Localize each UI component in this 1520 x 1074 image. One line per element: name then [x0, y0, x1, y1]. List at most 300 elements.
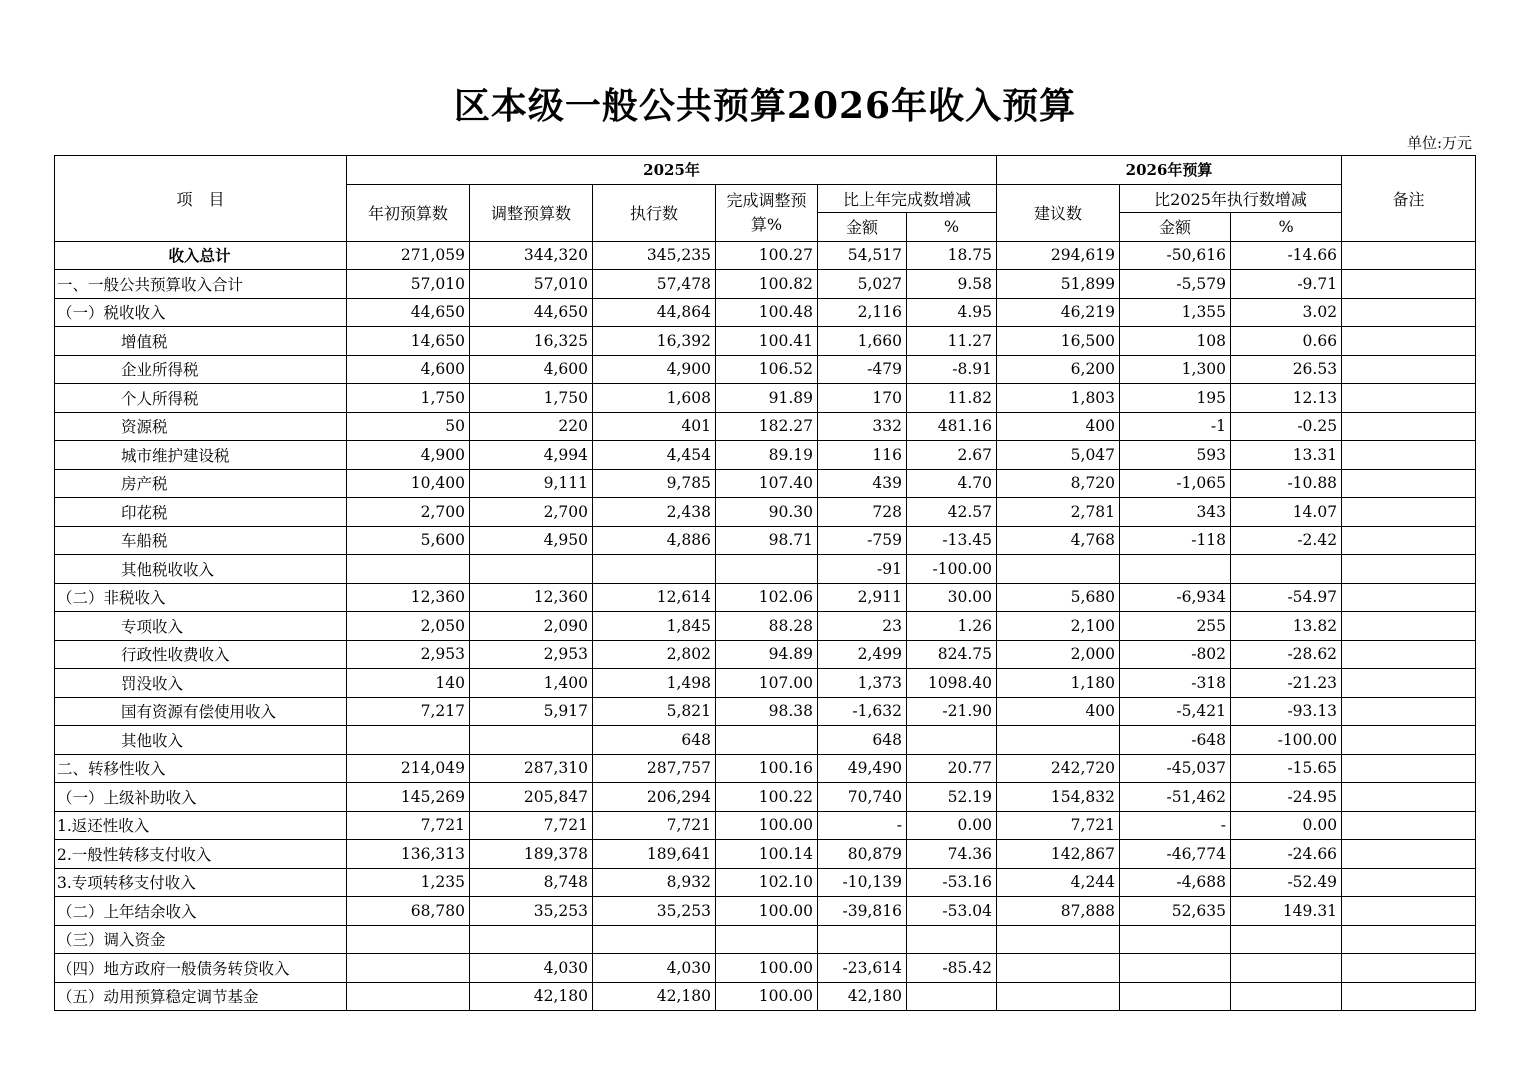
unit-label: 单位:万元 [1406, 134, 1472, 152]
cell-completion-pct: 91.89 [716, 384, 818, 413]
cell-initial-budget [347, 555, 470, 584]
cell-proposed-2026: 4,768 [997, 526, 1120, 555]
cell-executed: 1,845 [593, 612, 716, 641]
cell-remarks [1342, 298, 1476, 327]
cell-change-2026-pct [1231, 954, 1342, 983]
table-row [55, 298, 1476, 327]
cell-remarks [1342, 612, 1476, 641]
cell-change-2026-amount: 593 [1120, 441, 1231, 470]
header-year-2026: 2026年预算 [997, 156, 1342, 185]
cell-change-2026-pct: -52.49 [1231, 868, 1342, 897]
cell-change-amount: 70,740 [818, 783, 907, 812]
table-row [55, 669, 1476, 698]
cell-executed: 4,030 [593, 954, 716, 983]
row-label: 罚没收入 [55, 669, 347, 698]
table-row [55, 498, 1476, 527]
cell-change-pct: 30.00 [907, 583, 997, 612]
cell-proposed-2026: 5,680 [997, 583, 1120, 612]
cell-remarks [1342, 555, 1476, 584]
cell-remarks [1342, 925, 1476, 954]
cell-proposed-2026: 294,619 [997, 241, 1120, 270]
header-year-2025: 2025年 [347, 156, 997, 185]
cell-adjusted-budget: 4,994 [470, 441, 593, 470]
cell-proposed-2026: 154,832 [997, 783, 1120, 812]
cell-proposed-2026: 16,500 [997, 327, 1120, 356]
table-row [55, 954, 1476, 983]
cell-executed: 5,821 [593, 697, 716, 726]
cell-change-amount: 54,517 [818, 241, 907, 270]
cell-change-pct: 2.67 [907, 441, 997, 470]
cell-completion-pct: 98.38 [716, 697, 818, 726]
cell-remarks [1342, 412, 1476, 441]
cell-executed: 8,932 [593, 868, 716, 897]
cell-adjusted-budget: 189,378 [470, 840, 593, 869]
cell-change-pct: -85.42 [907, 954, 997, 983]
cell-completion-pct: 102.06 [716, 583, 818, 612]
table-header [55, 156, 1476, 242]
cell-proposed-2026: 142,867 [997, 840, 1120, 869]
cell-initial-budget: 1,235 [347, 868, 470, 897]
cell-change-2026-amount: -5,421 [1120, 697, 1231, 726]
cell-change-pct: 11.82 [907, 384, 997, 413]
row-label: 企业所得税 [55, 355, 347, 384]
header-vs-last-year: 比上年完成数增减 [818, 184, 997, 213]
cell-initial-budget: 44,650 [347, 298, 470, 327]
cell-executed: 4,454 [593, 441, 716, 470]
cell-change-amount: -1,632 [818, 697, 907, 726]
cell-adjusted-budget: 9,111 [470, 469, 593, 498]
cell-remarks [1342, 754, 1476, 783]
budget-table [54, 155, 1476, 1011]
cell-executed: 2,438 [593, 498, 716, 527]
cell-proposed-2026: 7,721 [997, 811, 1120, 840]
cell-completion-pct: 100.41 [716, 327, 818, 356]
cell-completion-pct: 100.00 [716, 982, 818, 1011]
cell-change-2026-pct: 14.07 [1231, 498, 1342, 527]
row-label: 行政性收费收入 [55, 640, 347, 669]
cell-change-amount: 2,499 [818, 640, 907, 669]
cell-completion-pct: 100.00 [716, 954, 818, 983]
cell-change-2026-pct: -28.62 [1231, 640, 1342, 669]
cell-completion-pct [716, 555, 818, 584]
cell-executed: 1,498 [593, 669, 716, 698]
cell-adjusted-budget: 16,325 [470, 327, 593, 356]
row-label: 其他税收收入 [55, 555, 347, 584]
cell-initial-budget: 2,700 [347, 498, 470, 527]
cell-change-pct: -100.00 [907, 555, 997, 584]
table-row [55, 897, 1476, 926]
cell-initial-budget: 4,900 [347, 441, 470, 470]
cell-adjusted-budget: 220 [470, 412, 593, 441]
table-row [55, 840, 1476, 869]
cell-completion-pct [716, 726, 818, 755]
cell-remarks [1342, 783, 1476, 812]
cell-change-2026-pct: 0.00 [1231, 811, 1342, 840]
cell-completion-pct: 88.28 [716, 612, 818, 641]
cell-initial-budget [347, 954, 470, 983]
cell-remarks [1342, 327, 1476, 356]
table-row [55, 982, 1476, 1011]
cell-proposed-2026: 8,720 [997, 469, 1120, 498]
row-label: 房产税 [55, 469, 347, 498]
cell-change-pct: 1.26 [907, 612, 997, 641]
cell-change-2026-amount: -46,774 [1120, 840, 1231, 869]
cell-change-2026-amount: 255 [1120, 612, 1231, 641]
cell-change-amount: 648 [818, 726, 907, 755]
cell-completion-pct: 100.14 [716, 840, 818, 869]
cell-change-2026-amount: 52,635 [1120, 897, 1231, 926]
cell-remarks [1342, 526, 1476, 555]
cell-executed: 401 [593, 412, 716, 441]
cell-change-2026-amount: -802 [1120, 640, 1231, 669]
cell-executed: 4,900 [593, 355, 716, 384]
header-amount-2026: 金额 [1120, 213, 1231, 242]
header-vs-2025: 比2025年执行数增减 [1120, 184, 1342, 213]
row-label: 3.专项转移支付收入 [55, 868, 347, 897]
cell-change-2026-amount [1120, 555, 1231, 584]
cell-change-2026-amount: -118 [1120, 526, 1231, 555]
header-amount: 金额 [818, 213, 907, 242]
cell-change-2026-amount: -318 [1120, 669, 1231, 698]
cell-completion-pct: 102.10 [716, 868, 818, 897]
cell-initial-budget: 136,313 [347, 840, 470, 869]
cell-executed: 12,614 [593, 583, 716, 612]
cell-completion-pct: 100.22 [716, 783, 818, 812]
cell-adjusted-budget: 4,030 [470, 954, 593, 983]
cell-change-amount: 2,911 [818, 583, 907, 612]
cell-change-amount: 42,180 [818, 982, 907, 1011]
cell-executed: 345,235 [593, 241, 716, 270]
cell-change-amount: 728 [818, 498, 907, 527]
cell-change-pct: -8.91 [907, 355, 997, 384]
cell-completion-pct: 100.82 [716, 270, 818, 299]
header-initial-budget: 年初预算数 [347, 184, 470, 241]
cell-change-pct: -21.90 [907, 697, 997, 726]
cell-remarks [1342, 640, 1476, 669]
cell-executed: 16,392 [593, 327, 716, 356]
cell-change-2026-amount: - [1120, 811, 1231, 840]
header-adjusted-budget: 调整预算数 [470, 184, 593, 241]
cell-change-pct: 74.36 [907, 840, 997, 869]
cell-proposed-2026: 1,180 [997, 669, 1120, 698]
cell-change-2026-pct: -15.65 [1231, 754, 1342, 783]
cell-remarks [1342, 840, 1476, 869]
row-label: （一）上级补助收入 [55, 783, 347, 812]
cell-completion-pct: 89.19 [716, 441, 818, 470]
cell-proposed-2026 [997, 555, 1120, 584]
cell-proposed-2026: 2,781 [997, 498, 1120, 527]
cell-remarks [1342, 270, 1476, 299]
cell-remarks [1342, 726, 1476, 755]
header-item: 项 目 [55, 156, 347, 242]
cell-change-pct: 481.16 [907, 412, 997, 441]
cell-proposed-2026 [997, 954, 1120, 983]
cell-remarks [1342, 241, 1476, 270]
cell-adjusted-budget: 4,600 [470, 355, 593, 384]
row-label: 1.返还性收入 [55, 811, 347, 840]
row-label: 一、一般公共预算收入合计 [55, 270, 347, 299]
cell-completion-pct [716, 925, 818, 954]
row-label: （一）税收收入 [55, 298, 347, 327]
cell-completion-pct: 107.40 [716, 469, 818, 498]
cell-completion-pct: 182.27 [716, 412, 818, 441]
table-row [55, 412, 1476, 441]
row-label: （五）动用预算稳定调节基金 [55, 982, 347, 1011]
cell-completion-pct: 100.16 [716, 754, 818, 783]
cell-executed: 44,864 [593, 298, 716, 327]
cell-remarks [1342, 583, 1476, 612]
cell-adjusted-budget: 205,847 [470, 783, 593, 812]
cell-change-2026-pct: 149.31 [1231, 897, 1342, 926]
cell-remarks [1342, 868, 1476, 897]
cell-initial-budget: 7,217 [347, 697, 470, 726]
cell-change-pct: 52.19 [907, 783, 997, 812]
row-label: 个人所得税 [55, 384, 347, 413]
cell-change-amount: -23,614 [818, 954, 907, 983]
cell-adjusted-budget [470, 925, 593, 954]
cell-change-amount: 332 [818, 412, 907, 441]
cell-change-pct: 0.00 [907, 811, 997, 840]
table-row [55, 270, 1476, 299]
row-label: （二）上年结余收入 [55, 897, 347, 926]
cell-change-2026-pct: 13.31 [1231, 441, 1342, 470]
cell-change-2026-pct [1231, 925, 1342, 954]
cell-adjusted-budget: 8,748 [470, 868, 593, 897]
row-label: 其他收入 [55, 726, 347, 755]
cell-change-2026-pct: 0.66 [1231, 327, 1342, 356]
cell-change-2026-pct: -9.71 [1231, 270, 1342, 299]
cell-proposed-2026: 6,200 [997, 355, 1120, 384]
cell-initial-budget: 2,953 [347, 640, 470, 669]
cell-executed: 7,721 [593, 811, 716, 840]
cell-proposed-2026 [997, 925, 1120, 954]
cell-change-pct: 4.95 [907, 298, 997, 327]
cell-adjusted-budget: 2,700 [470, 498, 593, 527]
table-row [55, 469, 1476, 498]
cell-change-2026-amount: -648 [1120, 726, 1231, 755]
cell-initial-budget: 10,400 [347, 469, 470, 498]
cell-change-pct [907, 925, 997, 954]
cell-completion-pct: 100.00 [716, 811, 818, 840]
cell-change-pct: 1098.40 [907, 669, 997, 698]
cell-change-amount: -39,816 [818, 897, 907, 926]
cell-adjusted-budget: 12,360 [470, 583, 593, 612]
cell-proposed-2026: 2,100 [997, 612, 1120, 641]
cell-initial-budget: 57,010 [347, 270, 470, 299]
cell-remarks [1342, 469, 1476, 498]
cell-initial-budget: 271,059 [347, 241, 470, 270]
cell-change-pct [907, 726, 997, 755]
cell-executed: 648 [593, 726, 716, 755]
table-row [55, 726, 1476, 755]
cell-change-amount: - [818, 811, 907, 840]
cell-change-amount: -91 [818, 555, 907, 584]
cell-change-2026-amount: -6,934 [1120, 583, 1231, 612]
header-remarks: 备注 [1342, 156, 1476, 242]
cell-adjusted-budget: 1,400 [470, 669, 593, 698]
table-row [55, 640, 1476, 669]
cell-change-2026-amount: -45,037 [1120, 754, 1231, 783]
cell-initial-budget: 7,721 [347, 811, 470, 840]
cell-initial-budget: 5,600 [347, 526, 470, 555]
row-label: 二、转移性收入 [55, 754, 347, 783]
cell-completion-pct: 100.27 [716, 241, 818, 270]
cell-executed: 189,641 [593, 840, 716, 869]
cell-change-amount: -10,139 [818, 868, 907, 897]
table-body [55, 241, 1476, 1011]
row-label: （三）调入资金 [55, 925, 347, 954]
cell-change-2026-amount: -51,462 [1120, 783, 1231, 812]
cell-change-amount: 23 [818, 612, 907, 641]
table-row [55, 925, 1476, 954]
cell-completion-pct: 90.30 [716, 498, 818, 527]
table-row [55, 355, 1476, 384]
table-row [55, 526, 1476, 555]
cell-change-2026-amount: 1,355 [1120, 298, 1231, 327]
cell-change-2026-amount: -1,065 [1120, 469, 1231, 498]
cell-change-amount: 80,879 [818, 840, 907, 869]
cell-executed: 2,802 [593, 640, 716, 669]
row-label: 2.一般性转移支付收入 [55, 840, 347, 869]
page-title: 区本级一般公共预算2026年收入预算 [453, 85, 1077, 127]
cell-change-2026-pct: 13.82 [1231, 612, 1342, 641]
cell-change-2026-pct: -14.66 [1231, 241, 1342, 270]
cell-initial-budget: 214,049 [347, 754, 470, 783]
cell-initial-budget [347, 726, 470, 755]
cell-change-pct [907, 982, 997, 1011]
cell-executed: 206,294 [593, 783, 716, 812]
cell-executed: 287,757 [593, 754, 716, 783]
cell-change-amount: 5,027 [818, 270, 907, 299]
cell-adjusted-budget: 2,953 [470, 640, 593, 669]
cell-executed [593, 925, 716, 954]
cell-initial-budget: 145,269 [347, 783, 470, 812]
cell-change-2026-amount: 195 [1120, 384, 1231, 413]
cell-proposed-2026: 87,888 [997, 897, 1120, 926]
cell-change-amount: 2,116 [818, 298, 907, 327]
cell-proposed-2026 [997, 726, 1120, 755]
cell-change-2026-amount [1120, 982, 1231, 1011]
table-row [55, 868, 1476, 897]
cell-change-2026-amount: 343 [1120, 498, 1231, 527]
cell-remarks [1342, 897, 1476, 926]
table-row [55, 783, 1476, 812]
cell-adjusted-budget: 7,721 [470, 811, 593, 840]
row-label: 国有资源有偿使用收入 [55, 697, 347, 726]
table-row [55, 754, 1476, 783]
cell-change-2026-pct: -100.00 [1231, 726, 1342, 755]
cell-change-2026-pct: 26.53 [1231, 355, 1342, 384]
cell-initial-budget: 12,360 [347, 583, 470, 612]
cell-executed: 42,180 [593, 982, 716, 1011]
header-pct: % [907, 213, 997, 242]
cell-proposed-2026: 51,899 [997, 270, 1120, 299]
cell-change-pct: 18.75 [907, 241, 997, 270]
cell-change-2026-pct [1231, 982, 1342, 1011]
cell-adjusted-budget: 42,180 [470, 982, 593, 1011]
cell-change-2026-pct: -54.97 [1231, 583, 1342, 612]
cell-initial-budget: 140 [347, 669, 470, 698]
row-label: （二）非税收入 [55, 583, 347, 612]
cell-remarks [1342, 811, 1476, 840]
cell-change-pct: -53.04 [907, 897, 997, 926]
cell-proposed-2026: 4,244 [997, 868, 1120, 897]
cell-proposed-2026: 46,219 [997, 298, 1120, 327]
cell-completion-pct: 106.52 [716, 355, 818, 384]
cell-change-2026-pct [1231, 555, 1342, 584]
cell-proposed-2026: 2,000 [997, 640, 1120, 669]
cell-executed [593, 555, 716, 584]
cell-remarks [1342, 498, 1476, 527]
header-pct-2026: % [1231, 213, 1342, 242]
cell-change-2026-amount: -4,688 [1120, 868, 1231, 897]
cell-initial-budget: 14,650 [347, 327, 470, 356]
cell-change-pct: -53.16 [907, 868, 997, 897]
cell-change-pct: 824.75 [907, 640, 997, 669]
cell-change-amount: 1,373 [818, 669, 907, 698]
cell-proposed-2026: 242,720 [997, 754, 1120, 783]
cell-change-amount: 170 [818, 384, 907, 413]
cell-initial-budget: 68,780 [347, 897, 470, 926]
row-label: 收入总计 [55, 241, 347, 270]
cell-change-amount: 439 [818, 469, 907, 498]
cell-change-2026-pct: 3.02 [1231, 298, 1342, 327]
cell-initial-budget [347, 925, 470, 954]
cell-change-2026-pct: -93.13 [1231, 697, 1342, 726]
cell-executed: 4,886 [593, 526, 716, 555]
cell-remarks [1342, 697, 1476, 726]
cell-change-2026-amount [1120, 925, 1231, 954]
cell-change-2026-amount: -1 [1120, 412, 1231, 441]
cell-remarks [1342, 441, 1476, 470]
cell-change-amount: -759 [818, 526, 907, 555]
cell-executed: 1,608 [593, 384, 716, 413]
table-row [55, 327, 1476, 356]
cell-completion-pct: 100.00 [716, 897, 818, 926]
table-row [55, 241, 1476, 270]
cell-change-amount: 49,490 [818, 754, 907, 783]
row-label: 车船税 [55, 526, 347, 555]
cell-change-2026-pct: 12.13 [1231, 384, 1342, 413]
cell-executed: 57,478 [593, 270, 716, 299]
cell-adjusted-budget: 44,650 [470, 298, 593, 327]
cell-adjusted-budget [470, 555, 593, 584]
cell-remarks [1342, 982, 1476, 1011]
cell-change-2026-amount: -50,616 [1120, 241, 1231, 270]
cell-adjusted-budget: 344,320 [470, 241, 593, 270]
row-label: 城市维护建设税 [55, 441, 347, 470]
header-completion-pct: 完成调整预算% [716, 184, 818, 241]
header-proposed: 建议数 [997, 184, 1120, 241]
cell-initial-budget: 50 [347, 412, 470, 441]
table-row [55, 555, 1476, 584]
table-row [55, 697, 1476, 726]
cell-executed: 9,785 [593, 469, 716, 498]
cell-change-pct: 20.77 [907, 754, 997, 783]
cell-change-pct: 42.57 [907, 498, 997, 527]
cell-adjusted-budget: 5,917 [470, 697, 593, 726]
cell-change-2026-pct: -0.25 [1231, 412, 1342, 441]
cell-proposed-2026: 400 [997, 697, 1120, 726]
cell-change-2026-amount: 1,300 [1120, 355, 1231, 384]
cell-completion-pct: 94.89 [716, 640, 818, 669]
table-row [55, 612, 1476, 641]
cell-proposed-2026 [997, 982, 1120, 1011]
cell-change-2026-pct: -10.88 [1231, 469, 1342, 498]
cell-adjusted-budget: 35,253 [470, 897, 593, 926]
cell-change-pct: 9.58 [907, 270, 997, 299]
cell-adjusted-budget: 57,010 [470, 270, 593, 299]
